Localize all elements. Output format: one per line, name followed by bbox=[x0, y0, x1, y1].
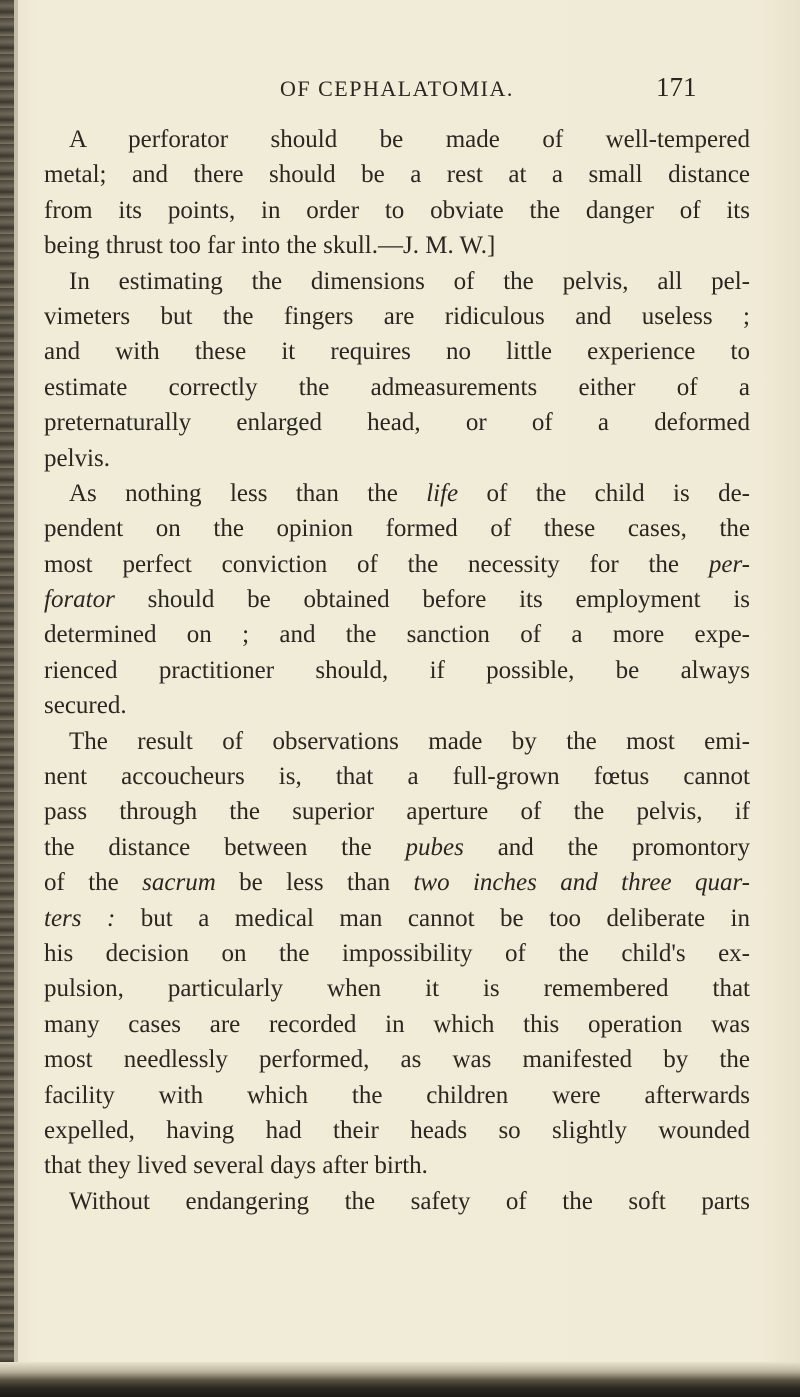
text-line: the distance between the pubes and the promontory bbox=[44, 833, 750, 861]
running-header bbox=[0, 70, 800, 110]
text-line: metal; and there should be a rest at a small distance bbox=[44, 161, 750, 189]
text-line: of the sacrum be less than two inches and three quar- bbox=[44, 869, 750, 897]
italic-text: per- bbox=[708, 550, 750, 578]
text-line: pelvis. bbox=[44, 444, 110, 472]
text-line: As nothing less than the life of the child is de- bbox=[69, 479, 750, 507]
text-line: estimate correctly the admeasurements either of a bbox=[44, 373, 750, 401]
text-line: that they lived several days after birth. bbox=[44, 1152, 428, 1180]
text-line: Without endangering the safety of the soft parts bbox=[69, 1187, 750, 1215]
running-title: OF CEPHALATOMIA. bbox=[280, 76, 514, 101]
italic-text: forator bbox=[44, 586, 115, 614]
text-line: most needlessly performed, as was manifested by the bbox=[44, 1046, 750, 1074]
page-binding bbox=[0, 0, 14, 1397]
text-line: and with these it requires no little experience to bbox=[44, 338, 750, 366]
italic-text: ters : bbox=[44, 904, 116, 932]
text-line: most perfect conviction of the necessity for the per- bbox=[44, 550, 750, 578]
page-bottom-edge bbox=[0, 1362, 800, 1397]
text-line: vimeters but the fingers are ridiculous and useless ; bbox=[44, 302, 750, 330]
text-line: nent accoucheurs is, that a full-grown fœtus cannot bbox=[44, 763, 750, 791]
text-line: his decision on the impossibility of the child's ex- bbox=[44, 939, 750, 967]
body-text bbox=[44, 122, 750, 1219]
text-line: being thrust too far into the skull.—J. M. W.] bbox=[44, 232, 496, 260]
italic-text: two inches and three quar- bbox=[413, 869, 750, 897]
text-line: expelled, having had their heads so slightly wounded bbox=[44, 1116, 750, 1144]
binding-shadow bbox=[14, 0, 18, 1397]
italic-text: life bbox=[426, 479, 459, 507]
text-line: rienced practitioner should, if possible, be always bbox=[44, 656, 750, 684]
text-line: A perforator should be made of well-tempered bbox=[69, 126, 750, 153]
text-line: pulsion, particularly when it is remembered that bbox=[44, 975, 750, 1003]
text-line: pendent on the opinion formed of these cases, the bbox=[44, 515, 750, 543]
text-line: from its points, in order to obviate the danger of its bbox=[44, 196, 750, 224]
text-line: determined on ; and the sanction of a more expe- bbox=[44, 621, 750, 649]
text-line: many cases are recorded in which this operation was bbox=[44, 1010, 750, 1038]
text-line: In estimating the dimensions of the pelvis, all pel- bbox=[69, 267, 750, 295]
text-line: secured. bbox=[44, 692, 127, 720]
italic-text: pubes bbox=[405, 833, 464, 861]
page-number: 171 bbox=[656, 72, 697, 102]
text-line: pass through the superior aperture of the pelvis, if bbox=[44, 798, 750, 826]
italic-text: sacrum bbox=[142, 869, 216, 897]
text-line: The result of observations made by the most emi- bbox=[69, 727, 750, 755]
text-line: facility with which the children were afterwards bbox=[44, 1081, 750, 1109]
text-line: preternaturally enlarged head, or of a deformed bbox=[44, 409, 750, 437]
text-line: forator should be obtained before its employment is bbox=[44, 586, 750, 614]
text-line: ters : but a medical man cannot be too deliberate in bbox=[44, 904, 750, 932]
